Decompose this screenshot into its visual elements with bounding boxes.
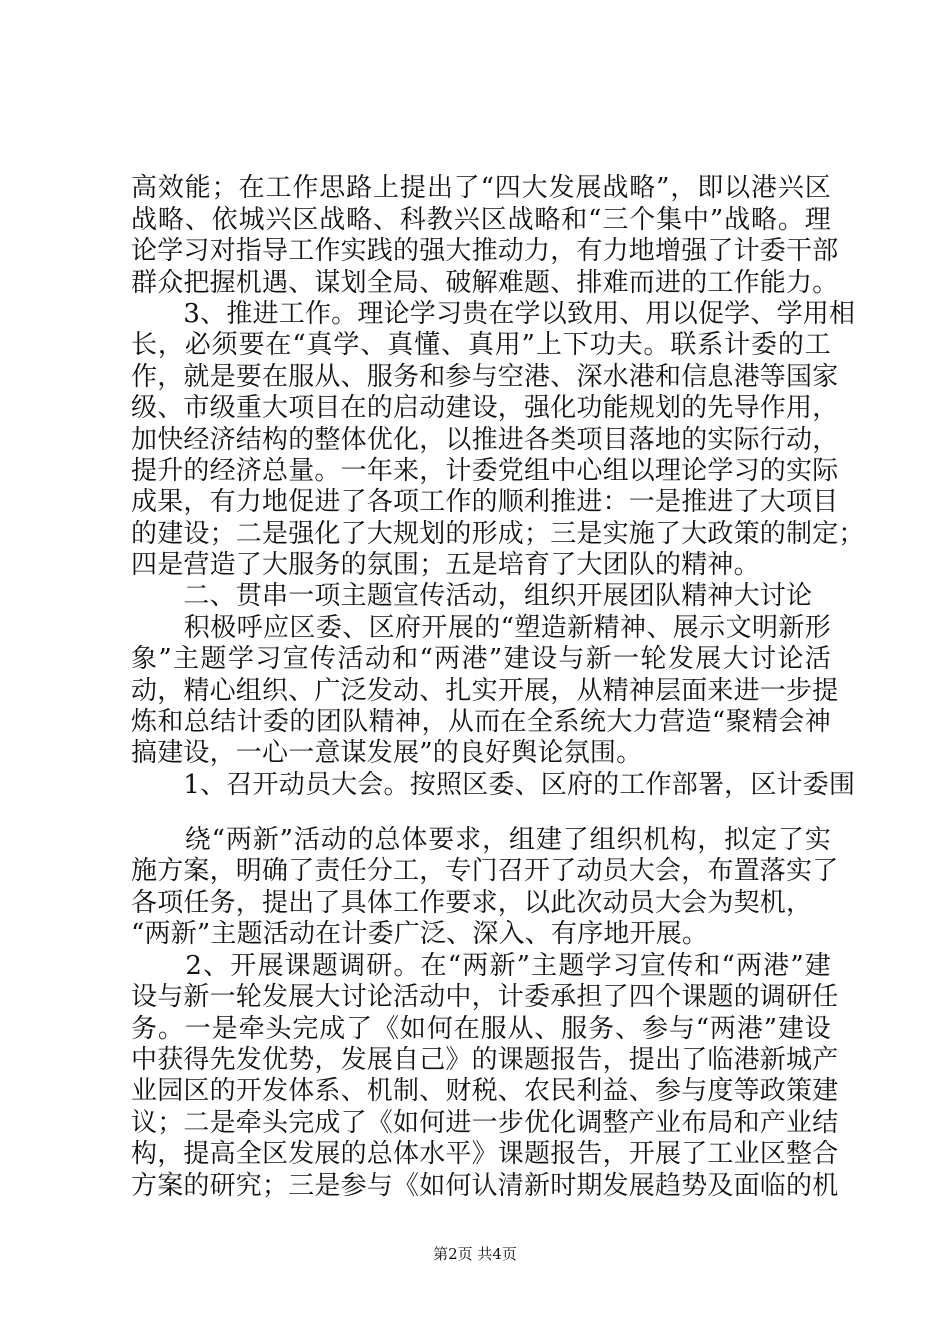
- body-text-line: 的建设；二是强化了大规划的形成；三是实施了大政策的制定；: [131, 519, 865, 549]
- body-text-line: 中获得先发优势，发展自己》的课题报告，提出了临港新城产: [131, 1045, 839, 1075]
- body-text-line: “两新”主题活动在计委广泛、深入、有序地开展。: [131, 919, 709, 949]
- body-text-line: 绕“两新”活动的总体要求，组建了组织机构，拟定了实: [131, 825, 831, 855]
- body-text-line: 2、开展课题调研。在“两新”主题学习宣传和“两港”建: [131, 951, 831, 981]
- body-text-line: 设与新一轮发展大讨论活动中，计委承担了四个课题的调研任: [131, 982, 839, 1012]
- body-text-line: 议；二是牵头完成了《如何进一步优化调整产业布局和产业结: [131, 1108, 839, 1138]
- body-text-line: 炼和总结计委的团队精神，从而在全系统大力营造“聚精会神: [131, 707, 831, 737]
- body-text-line: 加快经济结构的整体优化，以推进各类项目落地的实际行动，: [131, 425, 839, 455]
- body-text-line: 积极呼应区委、区府开展的“塑造新精神、展示文明新形: [131, 613, 831, 643]
- body-text-line: 提升的经济总量。一年来，计委党组中心组以理论学习的实际: [131, 456, 839, 486]
- body-text-line: 长，必须要在“真学、真懂、真用”上下功夫。联系计委的工: [131, 330, 831, 360]
- body-text-line: 象”主题学习宣传活动和“两港”建设与新一轮发展大讨论活: [131, 644, 831, 674]
- body-text-line: 业园区的开发体系、机制、财税、农民利益、参与度等政策建: [131, 1076, 839, 1106]
- body-text-line: 成果，有力地促进了各项工作的顺利推进：一是推进了大项目: [131, 487, 839, 517]
- body-text-line: 四是营造了大服务的氛围；五是培育了大团队的精神。: [131, 550, 760, 580]
- page-number-footer: 第2页 共4页: [433, 1245, 517, 1263]
- body-text-line: 论学习对指导工作实践的强大推动力，有力地增强了计委干部: [131, 236, 839, 266]
- body-text-line: 高效能；在工作思路上提出了“四大发展战略”，即以港兴区: [131, 173, 831, 203]
- body-text-line: 施方案，明确了责任分工，专门召开了动员大会，布置落实了: [131, 856, 839, 886]
- body-text-line: 群众把握机遇、谋划全局、破解难题、排难而进的工作能力。: [131, 268, 839, 298]
- body-text-line: 方案的研究；三是参与《如何认清新时期发展趋势及面临的机: [131, 1171, 839, 1201]
- body-text-line: 1、召开动员大会。按照区委、区府的工作部署，区计委围: [131, 770, 856, 800]
- body-text-line: 务。一是牵头完成了《如何在服从、服务、参与“两港”建设: [131, 1014, 831, 1044]
- body-text-line: 级、市级重大项目在的启动建设，强化功能规划的先导作用，: [131, 393, 839, 423]
- body-text-line: 作，就是要在服从、服务和参与空港、深水港和信息港等国家: [131, 362, 839, 392]
- section-heading: 二、贯串一项主题宣传活动，组织开展团队精神大讨论: [131, 581, 813, 611]
- body-text-line: 3、推进工作。理论学习贵在学以致用、用以促学、学用相: [131, 299, 856, 329]
- body-text-line: 战略、依城兴区战略、科教兴区战略和“三个集中”战略。理: [131, 205, 831, 235]
- body-text-line: 动，精心组织、广泛发动、扎实开展，从精神层面来进一步提: [131, 676, 839, 706]
- body-text-line: 构，提高全区发展的总体水平》课题报告，开展了工业区整合: [131, 1139, 839, 1169]
- body-text-line: 搞建设，一心一意谋发展”的良好舆论氛围。: [131, 738, 643, 768]
- body-text-line: 各项任务，提出了具体工作要求，以此次动员大会为契机，: [131, 888, 813, 918]
